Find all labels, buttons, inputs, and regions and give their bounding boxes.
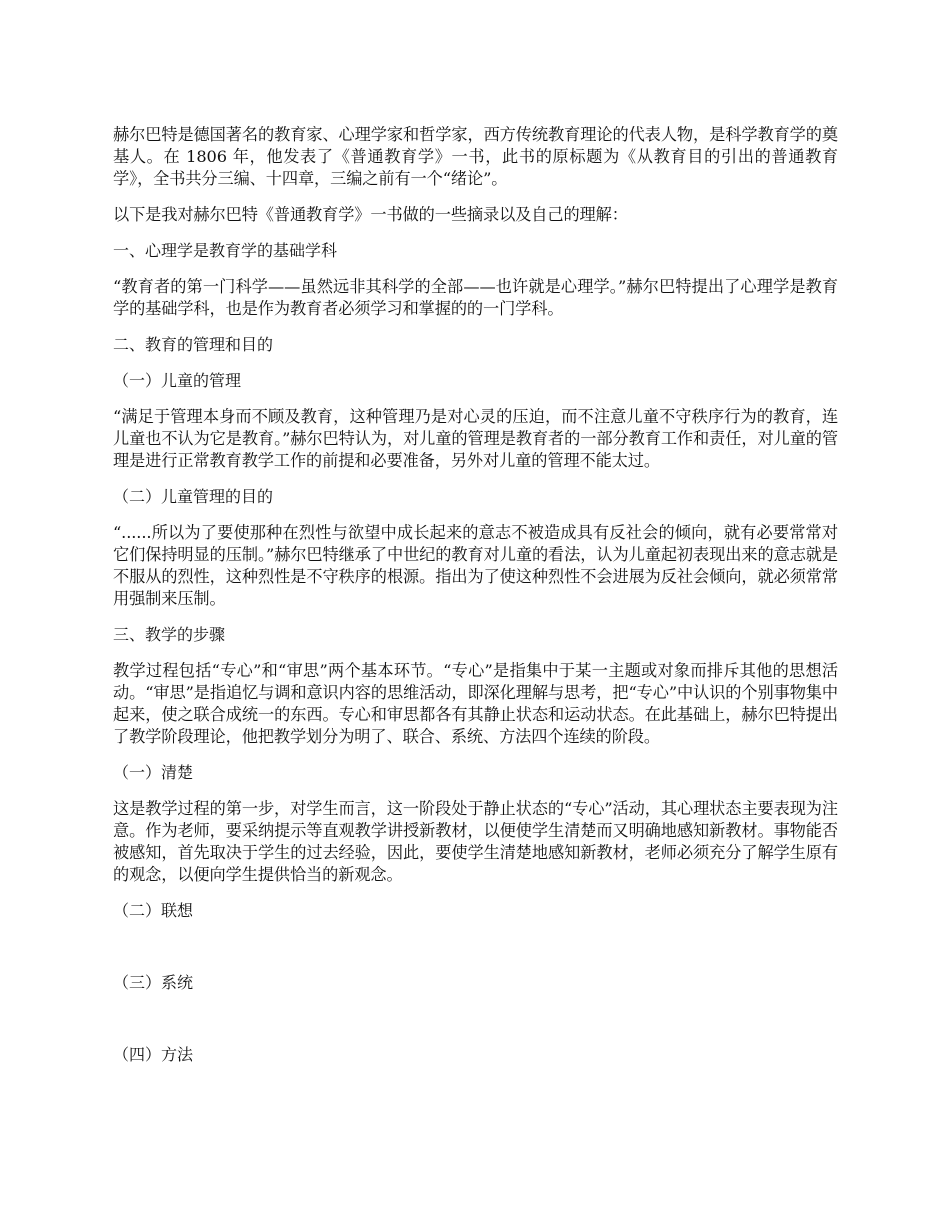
subsection-heading-child-management: （一）儿童的管理 bbox=[113, 371, 242, 390]
subsection-heading-clarity: （一）清楚 bbox=[113, 763, 194, 782]
subsection-paragraph-clarity: 这是教学过程的第一步，对学生而言，这一阶段处于静止状态的“专心”活动，其心理状态主要表现为注意。作为老师，要采纳提示等直观教学讲授新教材，以便使学生清楚而又明确地感知新教材。事物能否被感知，首先取决于学生的过去经验，因此，要使学生清楚地感知新教材，老师必须充分了解学生原有的观念，以便向学生提供恰当的新观念。 bbox=[113, 799, 838, 884]
intro-paragraph: 赫尔巴特是德国著名的教育家、心理学家和哲学家，西方传统教育理论的代表人物，是科学教育学的奠基人。在 1806 年，他发表了《普通教育学》一书，此书的原标题为《从教育目的引出的普通教育学》，全书共分三编、十四章，三编之前有一个“绪论”。 bbox=[113, 125, 838, 188]
section-paragraph-teaching-steps: 教学过程包括“专心”和“审思”两个基本环节。“专心”是指集中于某一主题或对象而排斥其他的思想活动。“审思”是指追忆与调和意识内容的思维活动，即深化理解与思考，把“专心”中认识的个别事物集中起来，使之联合成统一的东西。专心和审思都各有其静止状态和运动状态。在此基础上，赫尔巴特提出了教学阶段理论，他把教学划分为明了、联合、系统、方法四个连续的阶段。 bbox=[113, 661, 838, 746]
section-heading-psychology: 一、心理学是教育学的基础学科 bbox=[113, 241, 338, 260]
preface-paragraph: 以下是我对赫尔巴特《普通教育学》一书做的一些摘录以及自己的理解： bbox=[113, 205, 628, 224]
subsection-heading-management-purpose: （二）儿童管理的目的 bbox=[113, 487, 274, 506]
section-heading-teaching-steps: 三、教学的步骤 bbox=[113, 625, 226, 644]
subsection-paragraph-management-purpose: “......所以为了要使那种在烈性与欲望中成长起来的意志不被造成具有反社会的倾向，就有必要常常对它们保持明显的压制。”赫尔巴特继承了中世纪的教育对儿童的看法，认为儿童起初表现出来的意志就是不服从的烈性，这种烈性是不守秩序的根源。指出为了使这种烈性不会进展为反社会倾向，就必须常常用强制来压制。 bbox=[113, 523, 838, 608]
subsection-heading-method: （四）方法 bbox=[113, 1045, 194, 1064]
subsection-heading-association: （二）联想 bbox=[113, 901, 194, 920]
section-heading-management: 二、教育的管理和目的 bbox=[113, 335, 274, 354]
subsection-paragraph-child-management: “满足于管理本身而不顾及教育，这种管理乃是对心灵的压迫，而不注意儿童不守秩序行为的教育，连儿童也不认为它是教育。”赫尔巴特认为，对儿童的管理是教育者的一部分教育工作和责任，对儿童的管理是进行正常教育教学工作的前提和必要准备，另外对儿童的管理不能太过。 bbox=[113, 407, 838, 470]
document-page bbox=[113, 124, 838, 1080]
subsection-heading-system: （三）系统 bbox=[113, 973, 194, 992]
section-paragraph-psychology: “教育者的第一门科学——虽然远非其科学的全部——也许就是心理学。”赫尔巴特提出了心理学是教育学的基础学科，也是作为教育者必须学习和掌握的的一门学科。 bbox=[113, 277, 838, 318]
